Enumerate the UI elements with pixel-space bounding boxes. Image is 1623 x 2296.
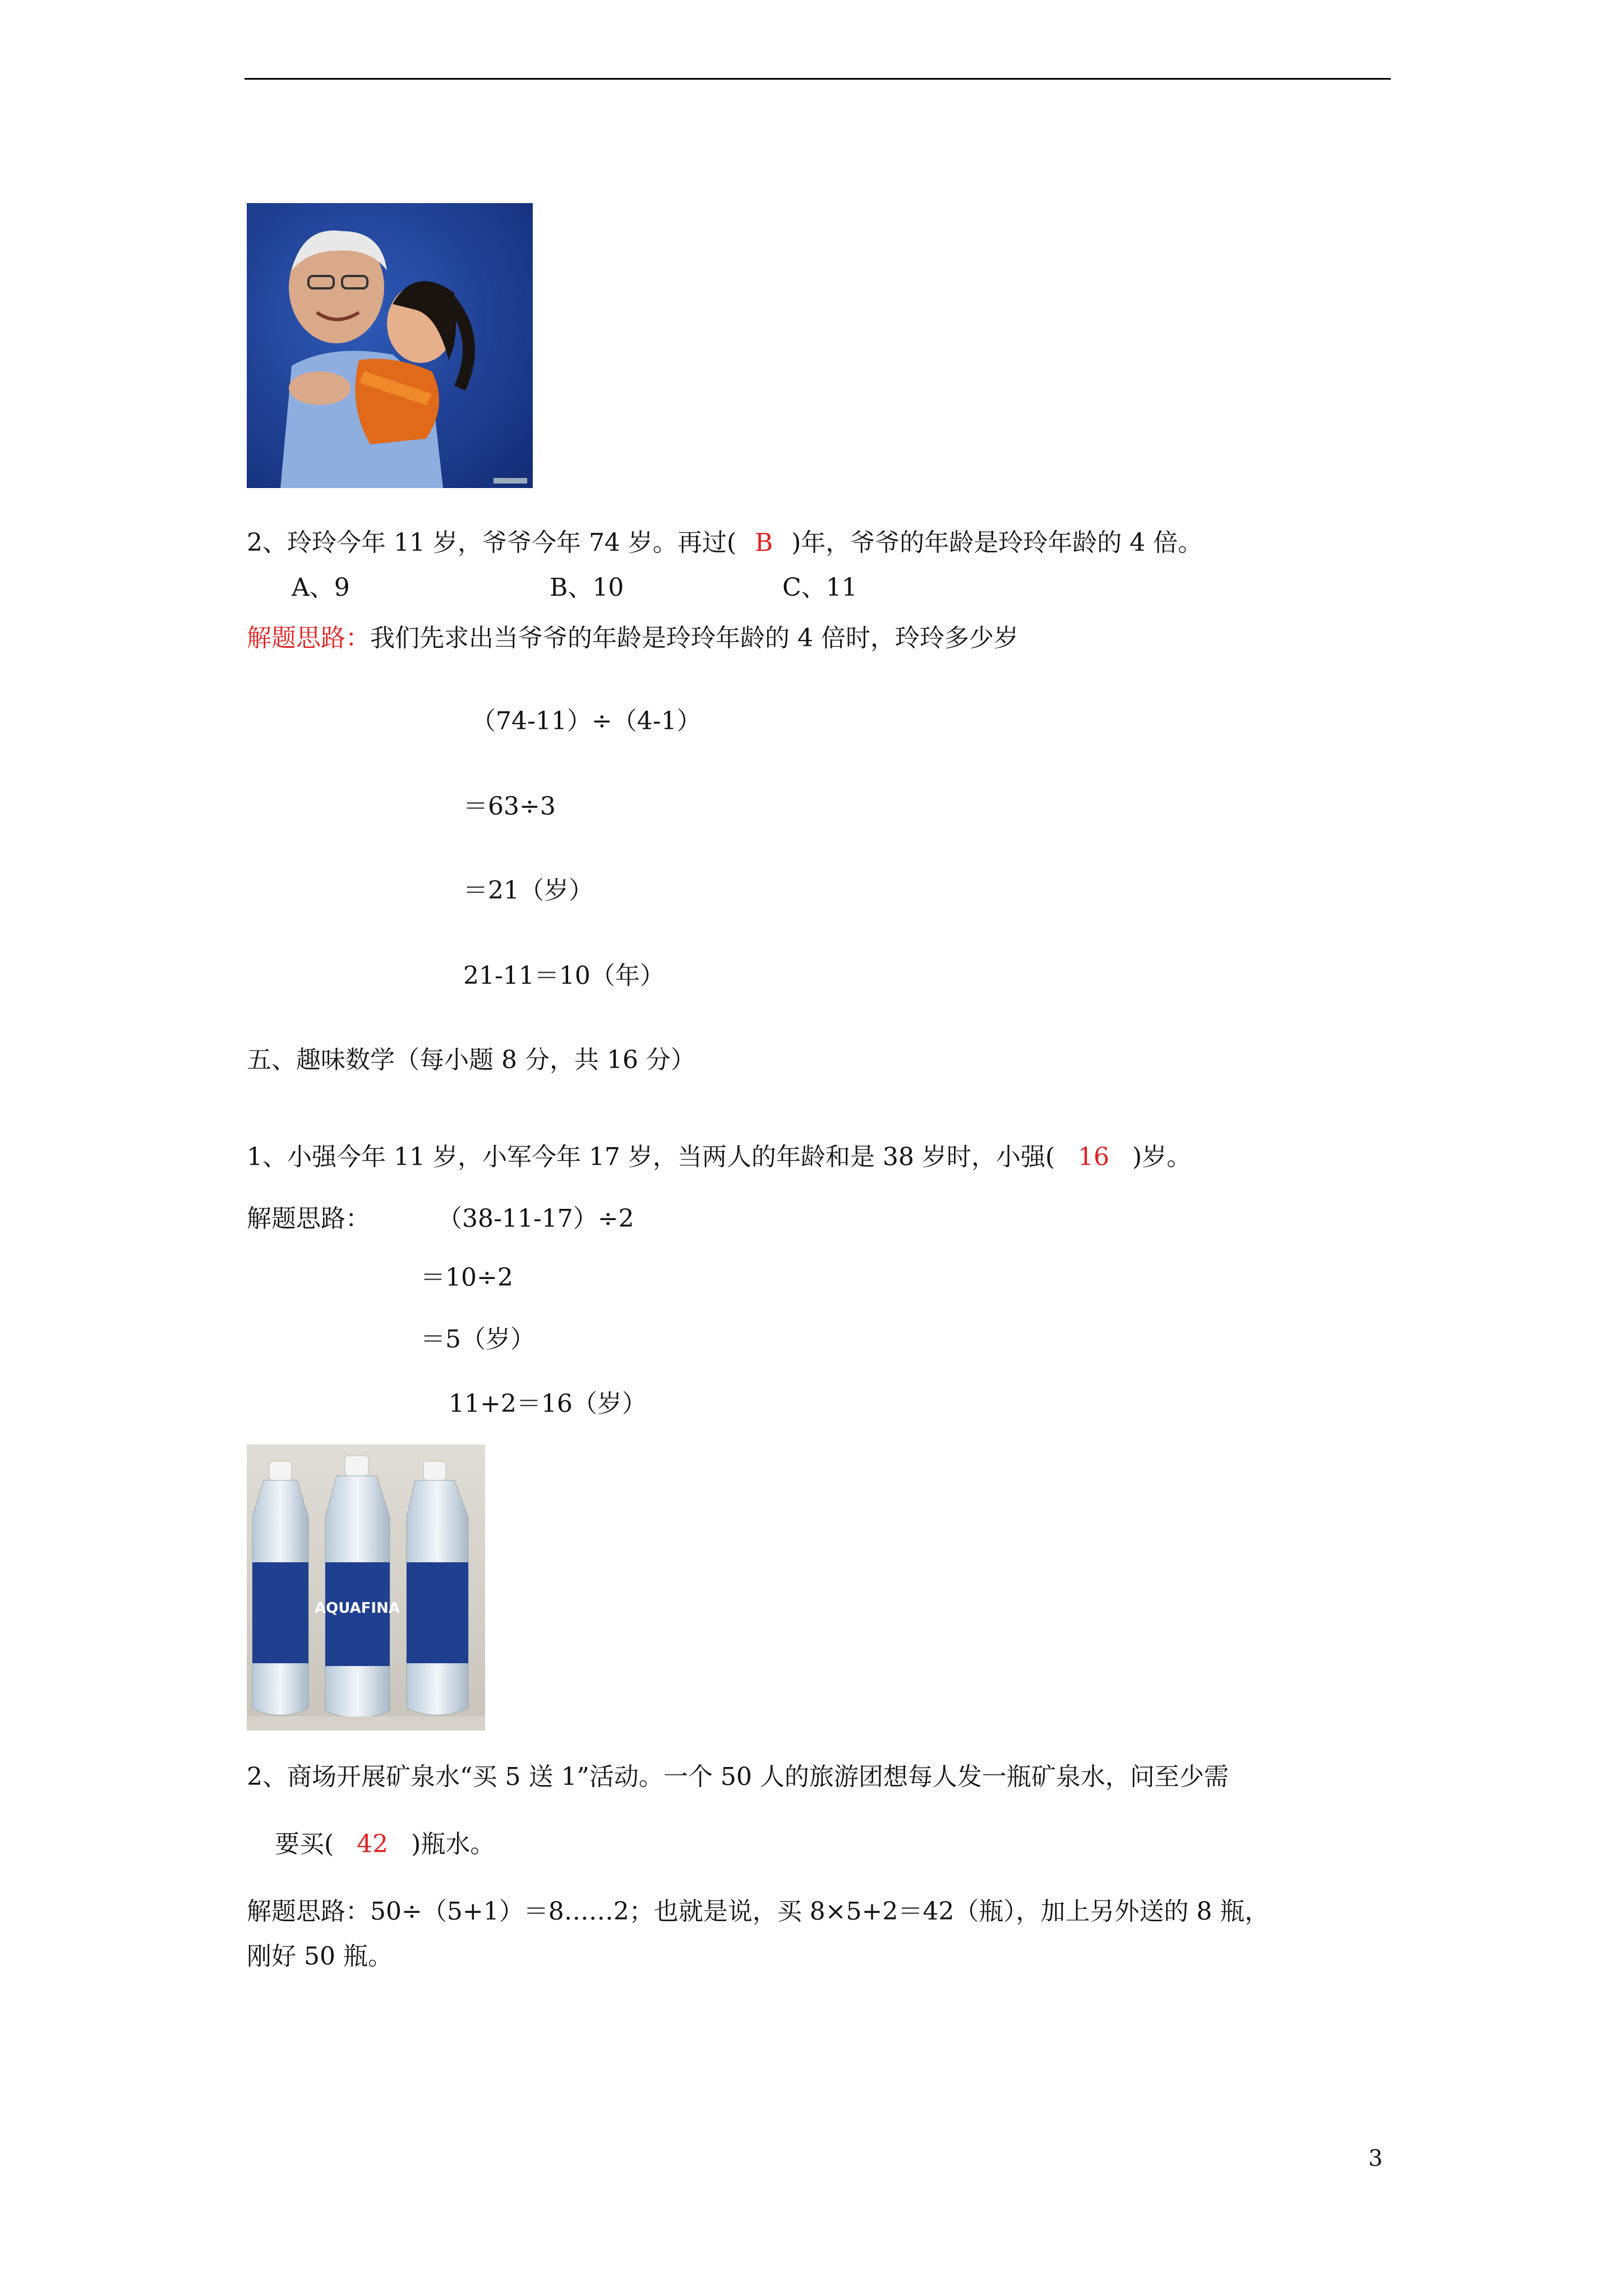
q1-stem-post: )岁。 bbox=[1132, 1143, 1192, 1171]
grandfather-girl-photo bbox=[247, 203, 533, 488]
q2-step-3: ＝21（岁） bbox=[463, 876, 593, 905]
q1-stem bbox=[247, 1142, 1191, 1173]
water-answer: 42 bbox=[357, 1830, 389, 1858]
q1-step-2: ＝10÷2 bbox=[421, 1263, 513, 1292]
q2-step-1: （74-11）÷（4-1） bbox=[471, 707, 702, 735]
q1-step-4: 11+2＝16（岁） bbox=[449, 1389, 647, 1418]
water-stem-post: )瓶水。 bbox=[411, 1830, 495, 1858]
q2-step-2: ＝63÷3 bbox=[463, 792, 556, 821]
q1-answer: 16 bbox=[1078, 1143, 1110, 1171]
header-rule bbox=[245, 78, 1391, 80]
q2-option-c: C、11 bbox=[782, 573, 857, 602]
q2-option-b: B、10 bbox=[550, 573, 624, 602]
water-hint-line2: 刚好 50 瓶。 bbox=[247, 1942, 393, 1971]
page-number: 3 bbox=[1368, 2146, 1383, 2171]
q2-hint-label: 解题思路： bbox=[247, 624, 370, 652]
q2-answer: B bbox=[754, 528, 773, 557]
q1-hint-label: 解题思路： bbox=[247, 1204, 370, 1233]
q2-stem-post: )年，爷爷的年龄是玲玲年龄的 4 倍。 bbox=[791, 528, 1203, 557]
q2-step-4: 21-11＝10（年） bbox=[463, 961, 665, 990]
q2-hint-text: 我们先求出当爷爷的年龄是玲玲年龄的 4 倍时，玲玲多少岁 bbox=[370, 624, 1018, 652]
q2-hint bbox=[247, 623, 1018, 654]
q2-stem bbox=[247, 527, 1202, 559]
water-bottles-photo bbox=[247, 1444, 485, 1731]
water-stem-line1: 2、商场开展矿泉水“买 5 送 1”活动。一个 50 人的旅游团想每人发一瓶矿泉水，问至少需 bbox=[247, 1763, 1229, 1791]
q1-step-1: （38-11-17）÷2 bbox=[437, 1204, 634, 1233]
water-stem-line2 bbox=[275, 1829, 495, 1860]
q2-option-a: A、9 bbox=[292, 573, 350, 602]
q2-stem-pre: 2、玲玲今年 11 岁，爷爷今年 74 岁。再过( bbox=[247, 528, 737, 557]
q1-stem-pre: 1、小强今年 11 岁，小军今年 17 岁，当两人的年龄和是 38 岁时，小强( bbox=[247, 1143, 1055, 1171]
brand-label: AQUAFINA bbox=[315, 1600, 400, 1617]
water-stem-pre: 要买( bbox=[275, 1830, 334, 1858]
section-5-title: 五、趣味数学（每小题 8 分，共 16 分） bbox=[247, 1046, 695, 1074]
q1-step-3: ＝5（岁） bbox=[421, 1325, 535, 1354]
water-hint-line1: 解题思路：50÷（5+1）＝8……2；也就是说，买 8×5+2＝42（瓶），加上另外送的 8 瓶， bbox=[247, 1897, 1270, 1926]
